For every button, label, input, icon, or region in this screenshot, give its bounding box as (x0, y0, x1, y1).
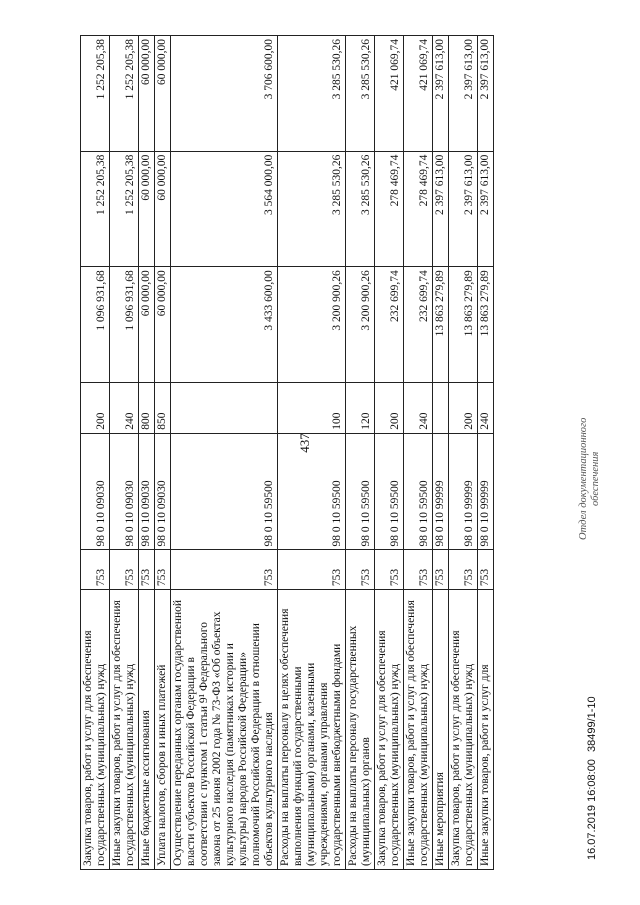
row-expense-type: 800 (139, 382, 155, 433)
row-org-code: 753 (278, 550, 346, 590)
row-amount-2: 2 397 613,00 (433, 151, 449, 267)
row-amount-1: 232 699,74 (375, 267, 404, 383)
row-expense-type: 240 (478, 382, 494, 433)
row-amount-3: 3 285 530,26 (278, 36, 346, 152)
row-expense-type: 200 (375, 382, 404, 433)
budget-table-body (81, 36, 494, 870)
table-row (449, 36, 478, 870)
row-org-code: 753 (375, 550, 404, 590)
table-row (81, 36, 110, 870)
row-target-article: 98 0 10 59500 (346, 433, 375, 550)
row-target-article: 98 0 10 09030 (139, 433, 155, 550)
row-target-article: 98 0 10 09030 (110, 433, 139, 550)
row-amount-2: 60 000,00 (139, 151, 155, 267)
row-target-article: 98 0 10 59500 (375, 433, 404, 550)
row-expense-type: 240 (110, 382, 139, 433)
row-amount-1: 60 000,00 (155, 267, 171, 383)
row-amount-2: 278 469,74 (404, 151, 433, 267)
row-amount-3: 421 069,74 (375, 36, 404, 152)
row-amount-2: 3 285 530,26 (278, 151, 346, 267)
row-name: Закупка товаров, работ и услуг для обеспечения государственных (муниципальных) нужд (449, 590, 478, 870)
row-expense-type (171, 382, 278, 433)
row-amount-1: 3 200 900,26 (278, 267, 346, 383)
row-amount-2: 3 564 000,00 (171, 151, 278, 267)
row-name: Расходы на выплаты персоналу в целях обеспечения выполнения функций государственными (муниципальными) органами, казенными учреждениями, органами управления государственными внебюджетными фондами (278, 590, 346, 870)
row-expense-type: 200 (81, 382, 110, 433)
row-org-code: 753 (404, 550, 433, 590)
row-target-article: 98 0 10 59500 (404, 433, 433, 550)
table-row (433, 36, 449, 870)
row-org-code: 753 (346, 550, 375, 590)
row-amount-1: 60 000,00 (139, 267, 155, 383)
row-org-code: 753 (110, 550, 139, 590)
row-amount-3: 1 252 205,38 (81, 36, 110, 152)
row-amount-1: 232 699,74 (404, 267, 433, 383)
row-amount-2: 1 252 205,38 (81, 151, 110, 267)
page-number: 437 (297, 433, 312, 453)
row-expense-type: 240 (404, 382, 433, 433)
footer-timestamp: 16.07.2019 16:08:00 (586, 759, 598, 860)
row-expense-type: 120 (346, 382, 375, 433)
row-target-article: 98 0 10 59500 (278, 433, 346, 550)
department-line-2: обеспечения (590, 451, 601, 506)
table-row (404, 36, 433, 870)
row-name: Осуществление переданных органам государственной власти субъектов Российской Федерации в соответствии с пунктом 1 статьи 9¹ Федерального закона от 25 июня 2002 года № 73-ФЗ «Об объектах культурного наследия (памятниках истории и культуры) народов Российской Федерации» полномочий Российской Федерации в отношении объектов культурного наследия (171, 590, 278, 870)
row-org-code: 753 (449, 550, 478, 590)
budget-table (80, 35, 494, 870)
row-target-article: 98 0 10 99999 (433, 433, 449, 550)
table-row (278, 36, 346, 870)
row-target-article: 98 0 10 59500 (171, 433, 278, 550)
department-stamp (578, 418, 602, 540)
table-row (375, 36, 404, 870)
row-org-code: 753 (433, 550, 449, 590)
row-org-code: 753 (139, 550, 155, 590)
row-name: Закупка товаров, работ и услуг для обеспечения государственных (муниципальных) нужд (81, 590, 110, 870)
row-amount-1: 1 096 931,68 (81, 267, 110, 383)
row-amount-3: 1 252 205,38 (110, 36, 139, 152)
row-amount-1: 13 863 279,89 (449, 267, 478, 383)
row-amount-3: 2 397 613,00 (449, 36, 478, 152)
row-name: Закупка товаров, работ и услуг для обеспечения государственных (муниципальных) нужд (375, 590, 404, 870)
table-row (110, 36, 139, 870)
row-expense-type: 100 (278, 382, 346, 433)
row-amount-2: 278 469,74 (375, 151, 404, 267)
row-amount-3: 60 000,00 (155, 36, 171, 152)
row-amount-3: 421 069,74 (404, 36, 433, 152)
row-expense-type: 200 (449, 382, 478, 433)
row-name: Иные закупки товаров, работ и услуг для (478, 590, 494, 870)
table-row (139, 36, 155, 870)
row-amount-2: 3 285 530,26 (346, 151, 375, 267)
row-org-code: 753 (155, 550, 171, 590)
row-amount-3: 3 285 530,26 (346, 36, 375, 152)
row-org-code: 753 (171, 550, 278, 590)
footer-doc-id: 38499/1-10 (586, 696, 598, 752)
row-target-article: 98 0 10 99999 (478, 433, 494, 550)
rotated-table-container (80, 35, 575, 870)
row-amount-2: 2 397 613,00 (449, 151, 478, 267)
row-name: Иные мероприятия (433, 590, 449, 870)
row-expense-type (433, 382, 449, 433)
row-amount-3: 2 397 613,00 (433, 36, 449, 152)
row-amount-3: 2 397 613,00 (478, 36, 494, 152)
row-name: Расходы на выплаты персоналу государственных (муниципальных) органов (346, 590, 375, 870)
row-org-code: 753 (478, 550, 494, 590)
row-amount-1: 13 863 279,89 (478, 267, 494, 383)
row-amount-1: 3 200 900,26 (346, 267, 375, 383)
row-name: Иные бюджетные ассигнования (139, 590, 155, 870)
row-target-article: 98 0 10 99999 (449, 433, 478, 550)
row-amount-3: 60 000,00 (139, 36, 155, 152)
row-amount-2: 2 397 613,00 (478, 151, 494, 267)
row-amount-2: 60 000,00 (155, 151, 171, 267)
row-expense-type: 850 (155, 382, 171, 433)
row-target-article: 98 0 10 09030 (81, 433, 110, 550)
department-line-1: Отдел документационного (578, 417, 589, 540)
row-name: Уплата налогов, сборов и иных платежей (155, 590, 171, 870)
table-row (155, 36, 171, 870)
row-amount-1: 13 863 279,89 (433, 267, 449, 383)
row-amount-3: 3 706 600,00 (171, 36, 278, 152)
table-row (346, 36, 375, 870)
row-name: Иные закупки товаров, работ и услуг для обеспечения государственных (муниципальных) нужд (110, 590, 139, 870)
row-amount-1: 1 096 931,68 (110, 267, 139, 383)
row-amount-2: 1 252 205,38 (110, 151, 139, 267)
row-name: Иные закупки товаров, работ и услуг для обеспечения государственных (муниципальных) нужд (404, 590, 433, 870)
row-org-code: 753 (81, 550, 110, 590)
row-amount-1: 3 433 600,00 (171, 267, 278, 383)
row-target-article: 98 0 10 09030 (155, 433, 171, 550)
footer (578, 35, 613, 870)
table-row (478, 36, 494, 870)
table-row (171, 36, 278, 870)
